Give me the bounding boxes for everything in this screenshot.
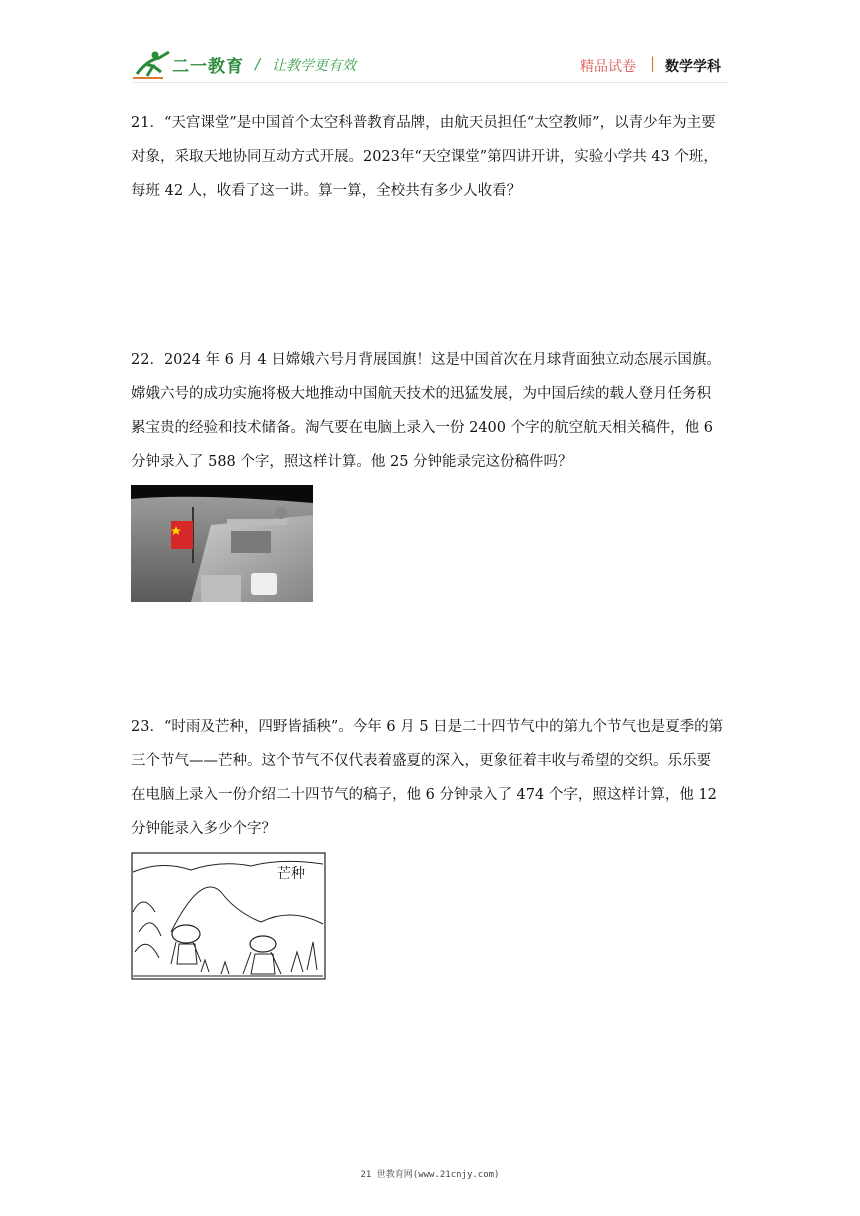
question-line: 每班 42 人，收看了这一讲。算一算，全校共有多少人收看？ (131, 183, 522, 199)
slogan: 让教学更有效 (272, 58, 356, 74)
question-line: 23．“时雨及芒种，四野皆插秧”。今年 6 月 5 日是二十四节气中的第九个节气也是夏季的第 (131, 719, 724, 735)
question-line: 分钟录入了 588 个字，照这样计算。他 25 分钟能录完这份稿件吗？ (131, 454, 573, 470)
question-line: 对象，采取天地协同互动方式开展。2023年“天空课堂”第四讲开讲，实验小学共 43 个班， (131, 149, 718, 165)
page-header (0, 0, 860, 90)
header-divider (133, 82, 728, 83)
question-line: 在电脑上录入一份介绍二十四节气的稿子，他 6 分钟录入了 474 个字，照这样计算，他 12 (131, 787, 717, 803)
logo-text: 二一教育 (172, 57, 244, 77)
question-23 (131, 710, 733, 846)
question-line: 三个节气——芒种。这个节气不仅代表着盛夏的深入，更象征着丰收与希望的交织。乐乐要 (131, 753, 711, 769)
question-line: 分钟能录入多少个字？ (131, 821, 276, 837)
question-line: 累宝贵的经验和技术储备。淘气要在电脑上录入一份 2400 个字的航空航天相关稿件，他 6 (131, 420, 713, 436)
tag-separator: | (650, 54, 656, 72)
subject-tag: 数学学科 (665, 59, 721, 75)
mangzhong-farmers-sketch (131, 852, 326, 980)
question-22 (131, 343, 733, 479)
quality-tag: 精品试卷 (580, 59, 636, 75)
page-footer: 21 世教育网(www.21cnjy.com) (360, 1170, 500, 1180)
question-21 (131, 106, 733, 208)
slogan-separator: / (255, 55, 261, 73)
question-line: 嫦娥六号的成功实施将极大地推动中国航天技术的迅猛发展，为中国后续的载人登月任务积 (131, 386, 711, 402)
change6-moon-flag-image (131, 485, 313, 602)
question-line: 21．“天宫课堂”是中国首个太空科普教育品牌，由航天员担任“太空教师”，以青少年为主要 (131, 115, 716, 131)
question-line: 22．2024 年 6 月 4 日嫦娥六号月背展国旗！这是中国首次在月球背面独立动态展示国旗。 (131, 352, 721, 368)
sketch-title: 芒种 (277, 866, 305, 882)
